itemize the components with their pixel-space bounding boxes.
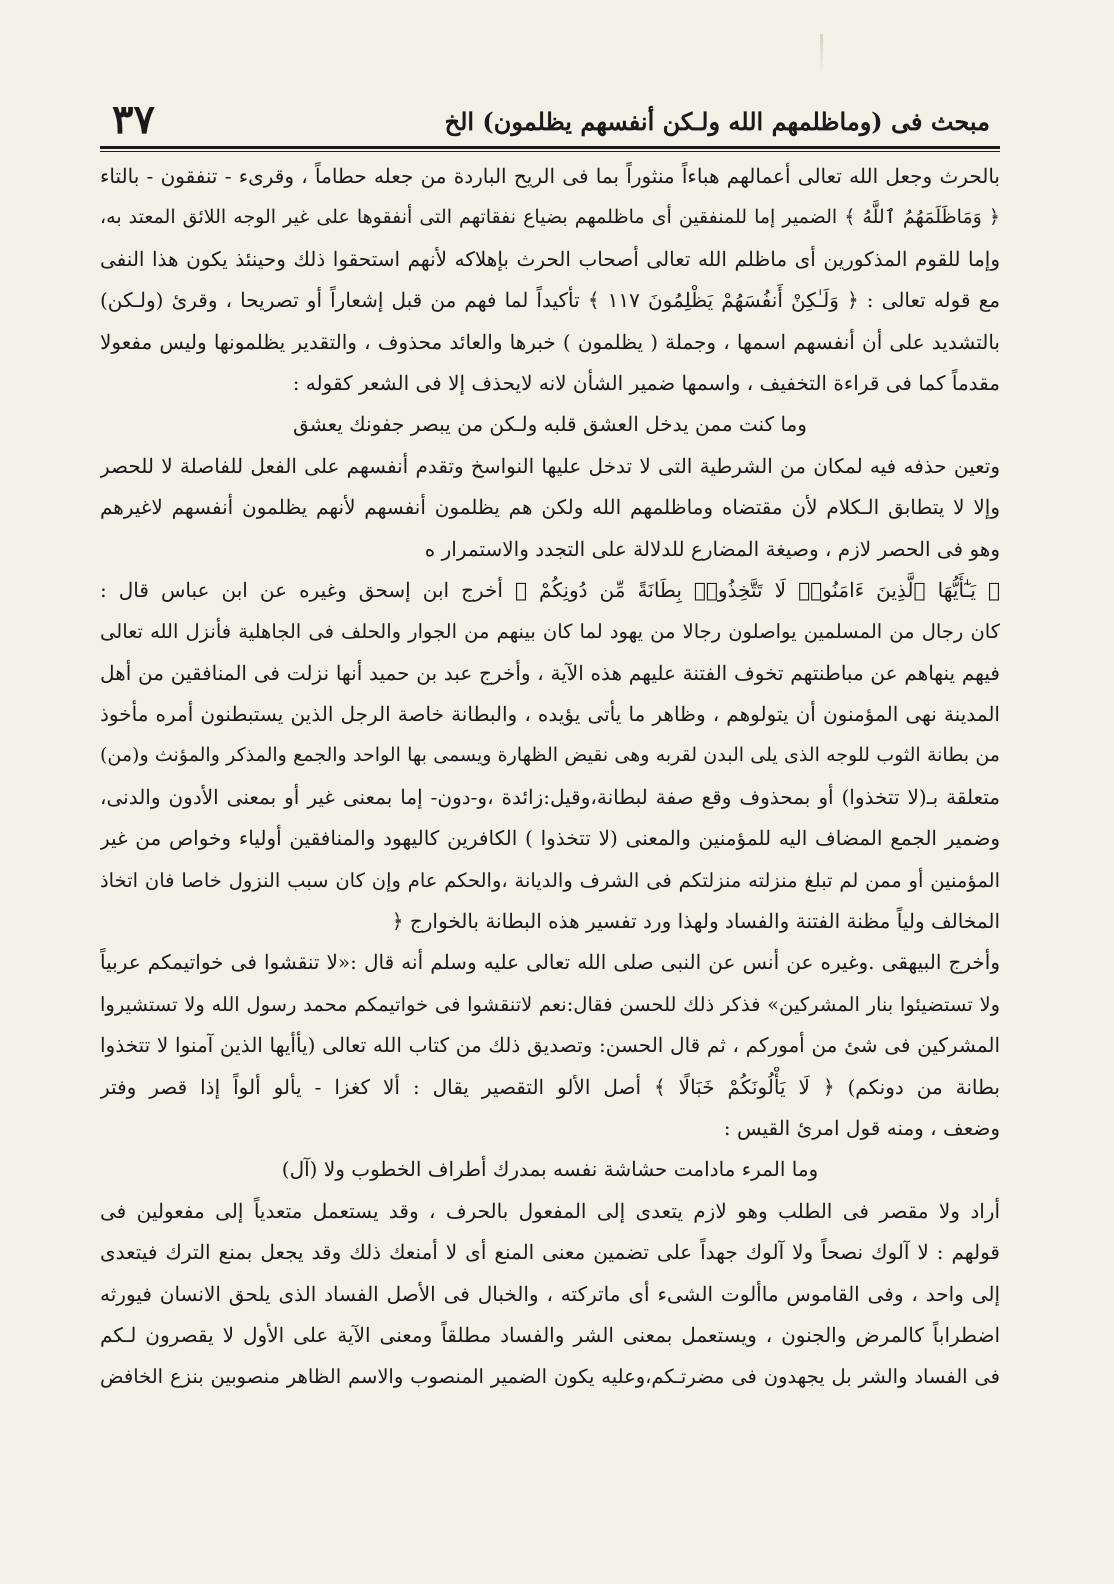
text-line: وإما للقوم المذكورين أى ماظلم الله تعالى أصحاب الحرث بإهلاكه لأنهم استحقوا ذلك وحينئذ يكون هذا النفى <box>100 246 1000 271</box>
text-line: مقدماً كما فى قراءة التخفيف ، واسمها ضمير الشأن لانه لايحذف إلا فى الشعر كقوله : <box>292 370 1000 395</box>
text-line: فيهم ينهاهم عن مباطنتهم تخوف الفتنة عليهم هذه الآية ، وأخرج عبد بن حميد أنها نزلت فى المنافقين من أهل <box>100 660 1000 685</box>
text-line: وضعف ، ومنه قول امرئ القيس : <box>723 1115 1000 1140</box>
text-line: وأخرج البيهقى .وغيره عن أنس عن النبى صلى الله تعالى عليه وسلم أنه قال :«لا تنقشوا فى خواتيمكم عربياً <box>100 950 1000 975</box>
text-line: المشركين فى شئ من أموركم ، ثم قال الحسن: وتصديق ذلك من كتاب الله تعالى (يأأيها الذين آمنوا لا تتخذوا <box>100 1033 1000 1058</box>
running-title: مبحث فى (وماظلمهم الله ولـكن أنفسهم يظلمون) الخ <box>444 107 990 136</box>
text-line: بطانة من دونكم) ﴿ لَا يَأْلُونَكُمْ خَبَالًا ﴾ أصل الألو التقصير يقال : ألا كغزا - يألو ألواً إذا قصر وفتر <box>100 1074 1000 1099</box>
verse-line: وما المرء مادامت حشاشة نفسه بمدرك أطراف الخطوب ولا (آل) <box>281 1157 819 1182</box>
text-line: كان رجال من المسلمين يواصلون رجالا من يهود لما كان بينهم من الجوار والحلف فى الجاهلية فأنزل الله تعالى <box>100 620 1000 644</box>
text-line: المؤمنين أو ممن لم تبلغ منزلته منزلتكم فى الشرف والديانة ،والحكم عام وإن كان سبب النزول خاصا فان اتخاذ <box>100 868 1000 892</box>
text-line: قولهم : لا آلوك نصحاً ولا آلوك جهداً على تضمين معنى المنع أى لا أمنعك ذلك وقد يجعل بمنع الترك فيتعدى <box>100 1240 1000 1265</box>
page-number: ٣٧ <box>112 96 155 143</box>
text-line: فى الفساد والشر بل يجهدون فى مضرتـكم،وعليه يكون الضمير المنصوب والاسم الظاهر منصوبين بنزع الخافض <box>100 1365 1000 1389</box>
text-line: وضمير الجمع المضاف اليه للمؤمنين والمعنى (لا تتخذوا ) الكافرين كاليهود والمنافقين أولياء وخواص من غير <box>100 826 1000 851</box>
text-line: من بطانة الثوب للوجه الذى يلى البدن لقربه وهى نقيض الظهارة ويسمى بها الواحد والجمع والمذكر والمؤنث و(من) <box>100 744 1000 767</box>
header-rule-thin <box>100 151 1000 152</box>
text-line: اضطراباً كالمرض والجنون ، ويستعمل بمعنى الشر والفساد مطلقاً ومعنى الآية على الأول لا يقصرون لـكم <box>100 1322 1000 1347</box>
header-rule <box>100 146 1000 149</box>
text-line: ولا تستضيئوا بنار المشركين» فذكر ذلك للحسن فقال:نعم لاتنقشوا فى خواتيمكم محمد رسول الله ولا تستشيروا <box>100 992 1000 1016</box>
text-line: وإلا لا يتطابق الـكلام لأن مقتضاه وماظلمهم الله ولكن هم يظلمون أنفسهم لأنهم يظلمون أنفسهم لاغيرهم <box>100 495 1000 520</box>
text-line: مع قوله تعالى : ﴿ وَلَـٰكِنْ أَنفُسَهُمْ يَظْلِمُونَ ١١٧ ﴾ تأكيداً لما فهم من قبل إشعاراً أو تصريحا ، وقرئ (ولـكن) <box>100 288 1000 313</box>
text-line: وتعين حذفه فيه لمكان من الشرطية التى لا تدخل عليها النواسخ وتقدم أنفسهم على الفعل للفاصلة لا للحصر <box>100 453 1000 478</box>
verse-line: وما كنت ممن يدخل العشق قلبه ولـكن من يبصر جفونك يعشق <box>293 412 807 437</box>
text-line: بالحرث وجعل الله تعالى أعمالهم هباءاً منثوراً بما فى الريح الباردة من جعله حطاماً ، وقرىء - تنفقون - بالتاء <box>100 164 1000 188</box>
text-line: ﴿ يَـٰٓأَيُّهَا ٱلَّذِينَ ءَامَنُوا۟ لَا تَتَّخِذُوا۟ بِطَانَةً مِّن دُونِكُمْ ﴾ أخرج ابن إسحق وغيره عن ابن عباس قال : <box>100 577 1000 602</box>
text-line: بالتشديد على أن أنفسهم اسمها ، وجملة ( يظلمون ) خبرها والعائد محذوف ، والتقدير يظلمونها وليس مفعولا <box>100 329 1000 354</box>
text-body <box>100 156 1000 1398</box>
scan-smudge <box>820 34 823 74</box>
text-line: وهو فى الحصر لازم ، وصيغة المضارع للدلالة على التجدد والاستمرار ه <box>424 536 1000 561</box>
text-line: المدينة نهى المؤمنون أن يتولوهم ، وظاهر ما يأتى يؤيده ، والبطانة خاصة الرجل الذين يستبطنون أمره مأخوذ <box>100 702 1000 727</box>
text-line: المخالف ولياً مظنة الفتنة والفساد ولهذا ورد تفسير هذه البطانة بالخوارج ﴿ <box>391 909 1000 934</box>
text-line: إلى واحد ، وفى القاموس ماألوت الشىء أى ماتركته ، والخبال فى الأصل الفساد الذى يلحق الانسان فيورثه <box>100 1281 1000 1306</box>
text-line: متعلقة بـ(لا تتخذوا) أو بمحذوف وقع صفة لبطانة،وقيل:زائدة ،و-دون- إما بمعنى غير أو بمعنى الأدون والدنى، <box>100 784 1000 809</box>
page-header <box>106 92 996 143</box>
text-line: أراد ولا مقصر فى الطلب وهو لازم يتعدى إلى المفعول بالحرف ، وقد يستعمل متعدياً إلى مفعولين فى <box>100 1198 1000 1223</box>
text-line: ﴿ وَمَاظَلَمَهُمُ ٱللَّهُ ﴾ الضمير إما للمنفقين أى ماظلمهم بضياع نفقاتهم التى أنفقوها على غير الوجه اللائق المعتد به، <box>100 206 1000 229</box>
